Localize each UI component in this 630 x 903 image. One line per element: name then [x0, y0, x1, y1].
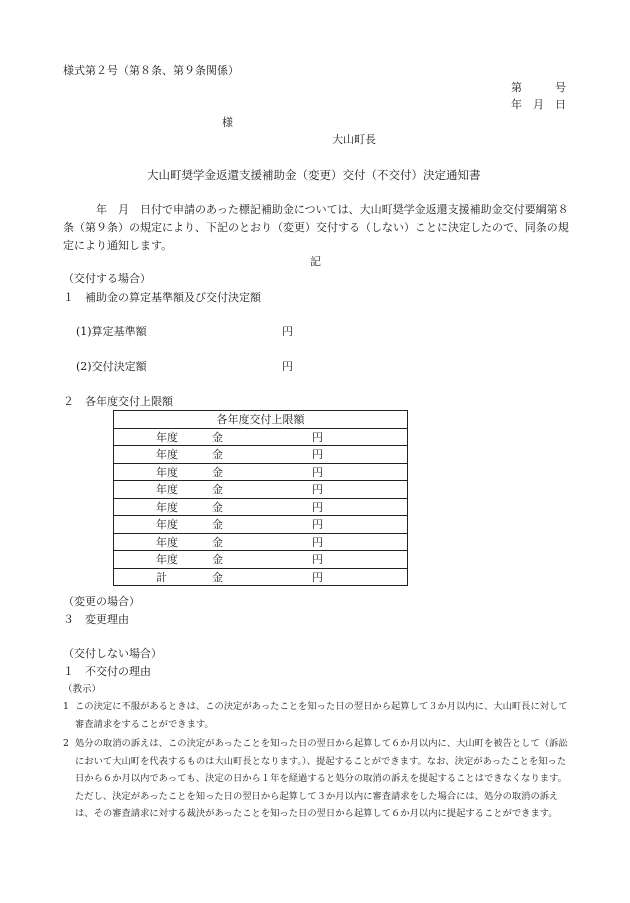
- yen-cell: 円: [312, 465, 323, 479]
- table-total-row: [114, 568, 408, 586]
- kin-cell: 金: [212, 553, 223, 567]
- annual-limit-table: [113, 410, 408, 586]
- grant-amount-label: (2)交付決定額: [76, 360, 147, 373]
- yen-cell: 円: [312, 448, 323, 462]
- standard-amount-label: (1)算定基準額: [76, 325, 147, 338]
- non-grant-case-heading: （交付しない場合）: [63, 647, 162, 660]
- standard-amount-unit: 円: [282, 325, 293, 338]
- table-header: 各年度交付上限額: [114, 411, 408, 429]
- total-cell: 計: [156, 570, 167, 584]
- page-title: 大山町奨学金返還支援補助金（変更）交付（不交付）決定通知書: [147, 168, 481, 182]
- yen-cell: 円: [312, 500, 323, 514]
- year-cell: 年度: [156, 430, 178, 444]
- table-row: [114, 463, 408, 481]
- table-header-row: [114, 411, 408, 429]
- section-2-heading: ２ 各年度交付上限額: [63, 395, 173, 408]
- grant-amount-unit: 円: [282, 360, 293, 373]
- kin-cell: 金: [212, 448, 223, 462]
- yen-cell: 円: [312, 570, 323, 584]
- table-row: [114, 428, 408, 446]
- notice-item: [63, 698, 575, 733]
- form-number: 様式第２号（第８条、第９条関係）: [63, 64, 239, 77]
- year-cell: 年度: [156, 483, 178, 497]
- non-grant-reason-heading: １ 不交付の理由: [63, 665, 151, 678]
- addressee-suffix: 様: [222, 116, 233, 129]
- table-row: [114, 498, 408, 516]
- notice-item-number: 2: [63, 738, 69, 749]
- table-row: [114, 533, 408, 551]
- table-row: [114, 516, 408, 534]
- table-row: [114, 551, 408, 569]
- ki-marker: 記: [310, 255, 321, 268]
- section-1-heading: １ 補助金の算定基準額及び交付決定額: [63, 291, 261, 304]
- year-cell: 年度: [156, 448, 178, 462]
- notice-item-text: この決定に不服があるときは、この決定があったことを知った日の翌日から起算して３か月以内に、大山町長に対して審査請求をすることができます。: [75, 701, 568, 730]
- notice-item: [63, 735, 575, 823]
- section-3-heading: ３ 変更理由: [63, 613, 129, 626]
- year-cell: 年度: [156, 553, 178, 567]
- yen-cell: 円: [312, 483, 323, 497]
- kin-cell: 金: [212, 535, 223, 549]
- yen-cell: 円: [312, 430, 323, 444]
- year-cell: 年度: [156, 465, 178, 479]
- notice-item-text: 処分の取消の訴えは、この決定があったことを知った日の翌日から起算して６か月以内に、大山町を被告として（訴訟において大山町を代表するものは大山町長となります。）、提起することができます。なお、決定があったことを知った日から６か月以内であっても、決定の日から１年を経過すると処分の取消の訴えを提起することはできなくなります。ただし、決定があったことを知った日の翌日から起算して３か月以内に審査請求をした場合には、処分の取消の訴えは、その審査請求に対する裁決があったことを知った日の翌日から起算して６か月以内に提起することができます。: [75, 738, 568, 819]
- year-cell: 年度: [156, 535, 178, 549]
- yen-cell: 円: [312, 518, 323, 532]
- kin-cell: 金: [212, 500, 223, 514]
- notice-list: [63, 698, 575, 823]
- change-case-heading: （変更の場合）: [63, 595, 140, 608]
- document-number: 第 号: [511, 81, 566, 94]
- issuer: 大山町長: [332, 133, 376, 146]
- kin-cell: 金: [212, 430, 223, 444]
- grant-case-heading: （交付する場合）: [63, 272, 151, 285]
- notice-item-number: 1: [63, 701, 69, 712]
- yen-cell: 円: [312, 553, 323, 567]
- year-cell: 年度: [156, 518, 178, 532]
- kin-cell: 金: [212, 518, 223, 532]
- body-text: 年 月 日付で申請のあった標記補助金については、大山町奨学金返還支援補助金交付要綱第８条（第９条）の規定により、下記のとおり（変更）交付する（しない）ことに決定したので、同条の規定により通知します。: [63, 203, 569, 252]
- year-cell: 年度: [156, 500, 178, 514]
- kin-cell: 金: [212, 570, 223, 584]
- table-row: [114, 481, 408, 499]
- kin-cell: 金: [212, 483, 223, 497]
- table-row: [114, 446, 408, 464]
- yen-cell: 円: [312, 535, 323, 549]
- kin-cell: 金: [212, 465, 223, 479]
- document-date: 年 月 日: [511, 98, 566, 111]
- notice-heading: （教示）: [63, 684, 102, 695]
